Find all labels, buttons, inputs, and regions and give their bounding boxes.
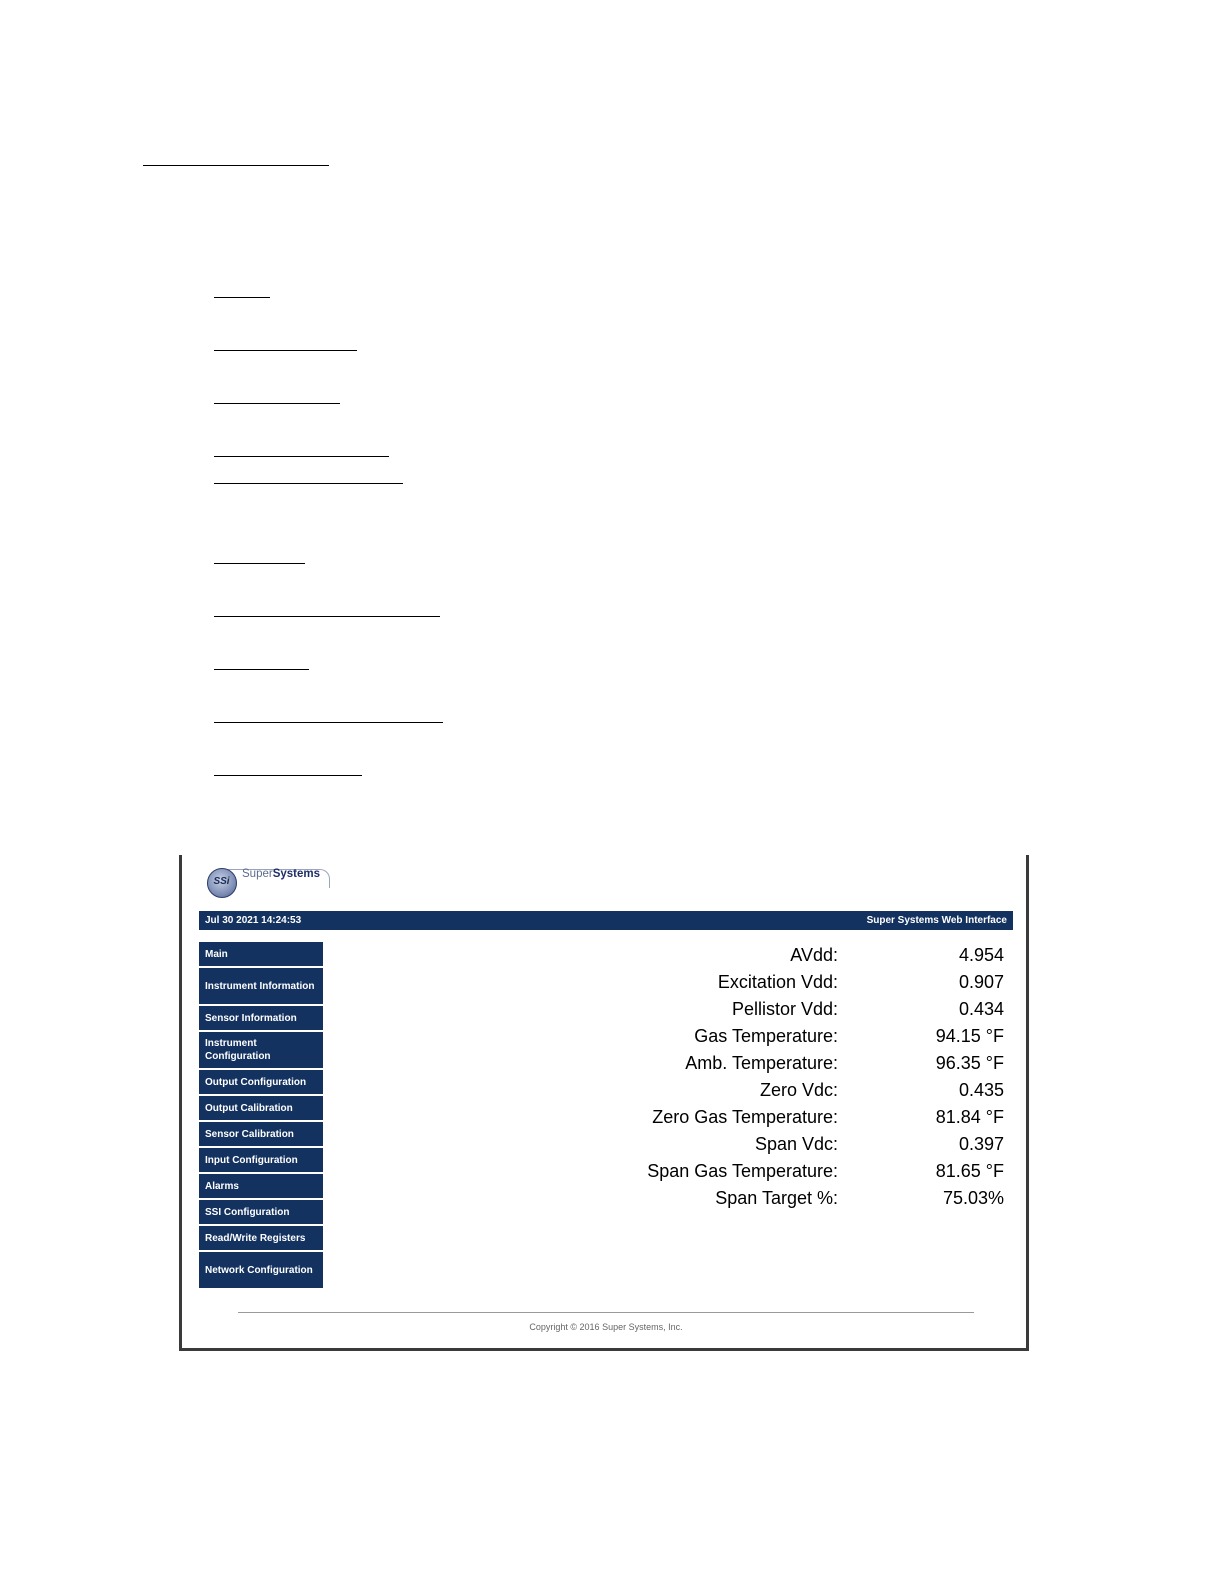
reading-label: Zero Gas Temperature: <box>652 1107 838 1127</box>
web-interface-window <box>179 855 1029 1351</box>
reading-value: 0.434 <box>958 999 1004 1019</box>
reading-value: 4.954 <box>958 945 1004 965</box>
reading-row <box>562 1050 1022 1077</box>
reading-row <box>562 1158 1022 1185</box>
nav-item-input-configuration[interactable]: Input Configuration <box>199 1148 323 1174</box>
reading-value: 96.35 °F <box>935 1053 1004 1073</box>
interface-title: Super Systems Web Interface <box>866 915 1007 926</box>
reading-label: Pellistor Vdd: <box>731 999 838 1019</box>
nav-item-output-configuration[interactable]: Output Configuration <box>199 1070 323 1096</box>
nav-item-instrument-configuration[interactable]: Instrument Configuration <box>199 1032 323 1070</box>
reading-value: 0.907 <box>958 972 1004 992</box>
super-systems-logo <box>207 867 331 901</box>
reading-row <box>562 996 1022 1023</box>
brand-name <box>242 868 320 880</box>
reading-row <box>562 1023 1022 1050</box>
brand-light: Super <box>242 868 273 880</box>
reading-row <box>562 1104 1022 1131</box>
reading-label: AVdd: <box>790 945 838 965</box>
reading-label: Excitation Vdd: <box>717 972 838 992</box>
reading-row <box>562 1131 1022 1158</box>
ssi-badge-icon <box>207 868 237 898</box>
nav-item-instrument-information[interactable]: Instrument Information <box>199 968 323 1006</box>
copyright-text: Copyright © 2016 Super Systems, Inc. <box>529 1322 683 1332</box>
reading-label: Span Vdc: <box>754 1134 838 1154</box>
nav-item-read-write-registers[interactable]: Read/Write Registers <box>199 1226 323 1252</box>
reading-row <box>562 1185 1022 1212</box>
reading-row <box>562 969 1022 996</box>
document-rule <box>214 616 440 617</box>
reading-value: 81.84 °F <box>935 1107 1004 1127</box>
reading-value: 0.397 <box>958 1134 1004 1154</box>
document-rule <box>214 483 403 484</box>
nav-item-alarms[interactable]: Alarms <box>199 1174 323 1200</box>
header-bar <box>199 911 1013 930</box>
sensor-readings-table <box>562 942 1022 1212</box>
footer-divider <box>238 1312 974 1313</box>
nav-item-main[interactable]: Main <box>199 942 323 968</box>
reading-value: 81.65 °F <box>935 1161 1004 1181</box>
document-rule <box>214 775 362 776</box>
document-rule <box>214 563 305 564</box>
nav-item-sensor-calibration[interactable]: Sensor Calibration <box>199 1122 323 1148</box>
reading-value: 94.15 °F <box>935 1026 1004 1046</box>
reading-row <box>562 1077 1022 1104</box>
nav-item-network-configuration[interactable]: Network Configuration <box>199 1252 323 1290</box>
document-rule <box>214 350 357 351</box>
sidebar-nav <box>199 942 323 1290</box>
reading-label: Zero Vdc: <box>759 1080 838 1100</box>
nav-item-ssi-configuration[interactable]: SSI Configuration <box>199 1200 323 1226</box>
document-rule <box>214 456 389 457</box>
brand-bold: Systems <box>272 868 320 880</box>
reading-value: 75.03% <box>942 1188 1004 1208</box>
timestamp: Jul 30 2021 14:24:53 <box>205 915 302 926</box>
badge-text: SSi <box>213 876 230 887</box>
nav-item-sensor-information[interactable]: Sensor Information <box>199 1006 323 1032</box>
reading-label: Gas Temperature: <box>694 1026 838 1046</box>
reading-label: Span Target %: <box>715 1188 838 1208</box>
reading-row <box>562 942 1022 969</box>
document-rule <box>214 403 340 404</box>
reading-label: Span Gas Temperature: <box>647 1161 838 1181</box>
nav-item-output-calibration[interactable]: Output Calibration <box>199 1096 323 1122</box>
reading-value: 0.435 <box>958 1080 1004 1100</box>
document-rule <box>143 165 329 166</box>
reading-label: Amb. Temperature: <box>685 1053 838 1073</box>
document-rule <box>214 722 443 723</box>
document-rule <box>214 669 309 670</box>
document-rule <box>214 297 270 298</box>
